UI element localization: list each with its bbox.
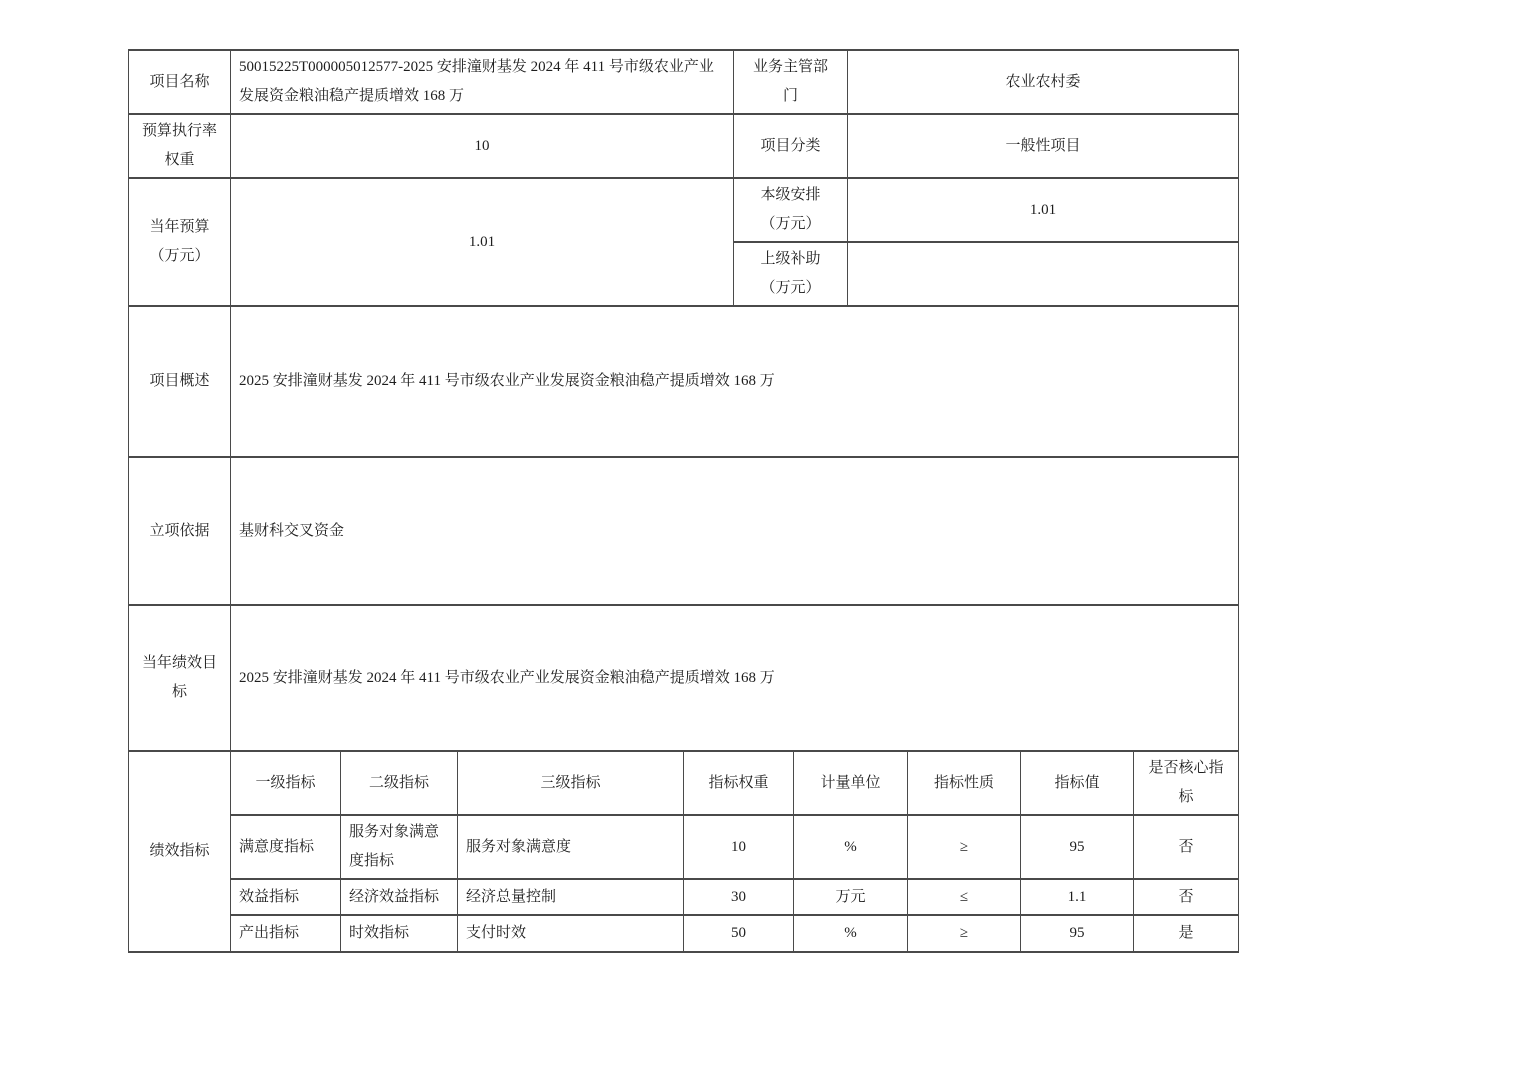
indicator-is-core: 否	[1134, 879, 1239, 915]
header-nature: 指标性质	[908, 751, 1021, 815]
indicator-is-core: 是	[1134, 915, 1239, 952]
year-goal-value: 2025 安排潼财基发 2024 年 411 号市级农业产业发展资金粮油稳产提质增效 168 万	[231, 605, 1239, 751]
indicator-row	[129, 815, 1239, 879]
table-row	[129, 114, 1239, 178]
indicator-level3: 支付时效	[458, 915, 684, 952]
table-row	[129, 306, 1239, 457]
indicator-is-core: 否	[1134, 815, 1239, 879]
indicator-nature: ≤	[908, 879, 1021, 915]
table-row	[129, 178, 1239, 242]
overview-label: 项目概述	[129, 306, 231, 457]
basis-label: 立项依据	[129, 457, 231, 605]
overview-value: 2025 安排潼财基发 2024 年 411 号市级农业产业发展资金粮油稳产提质增效 168 万	[231, 306, 1239, 457]
indicators-section-label: 绩效指标	[129, 751, 231, 952]
upper-subsidy-value	[848, 242, 1239, 306]
upper-subsidy-label: 上级补助（万元）	[734, 242, 848, 306]
indicator-value: 95	[1021, 815, 1134, 879]
year-goal-label: 当年绩效目标	[129, 605, 231, 751]
project-category-value: 一般性项目	[848, 114, 1239, 178]
indicator-weight: 10	[684, 815, 794, 879]
table-row	[129, 457, 1239, 605]
header-level2: 二级指标	[341, 751, 458, 815]
table-row	[129, 50, 1239, 114]
indicator-level2: 时效指标	[341, 915, 458, 952]
header-unit: 计量单位	[794, 751, 908, 815]
indicator-weight: 30	[684, 879, 794, 915]
table-row	[129, 605, 1239, 751]
header-value: 指标值	[1021, 751, 1134, 815]
indicator-value: 95	[1021, 915, 1134, 952]
year-budget-value: 1.01	[231, 178, 734, 306]
indicator-unit: %	[794, 815, 908, 879]
budget-exec-weight-label: 预算执行率权重	[129, 114, 231, 178]
indicator-level1: 效益指标	[231, 879, 341, 915]
indicator-weight: 50	[684, 915, 794, 952]
header-is-core: 是否核心指标	[1134, 751, 1239, 815]
year-budget-label: 当年预算（万元）	[129, 178, 231, 306]
indicator-level2: 服务对象满意度指标	[341, 815, 458, 879]
indicator-value: 1.1	[1021, 879, 1134, 915]
performance-indicators-table	[128, 750, 1239, 953]
indicator-nature: ≥	[908, 815, 1021, 879]
indicator-row	[129, 915, 1239, 952]
indicator-level1: 产出指标	[231, 915, 341, 952]
project-name-label: 项目名称	[129, 50, 231, 114]
indicators-header-row	[129, 751, 1239, 815]
document-page	[128, 49, 1238, 953]
indicator-level2: 经济效益指标	[341, 879, 458, 915]
local-arrange-label: 本级安排（万元）	[734, 178, 848, 242]
indicator-unit: 万元	[794, 879, 908, 915]
indicator-level3: 服务对象满意度	[458, 815, 684, 879]
indicator-row	[129, 879, 1239, 915]
indicator-level3: 经济总量控制	[458, 879, 684, 915]
indicator-level1: 满意度指标	[231, 815, 341, 879]
header-level3: 三级指标	[458, 751, 684, 815]
indicator-nature: ≥	[908, 915, 1021, 952]
project-category-label: 项目分类	[734, 114, 848, 178]
project-name-value: 50015225T000005012577-2025 安排潼财基发 2024 年 411 号市级农业产业发展资金粮油稳产提质增效 168 万	[231, 50, 734, 114]
project-info-table	[128, 49, 1239, 752]
dept-value: 农业农村委	[848, 50, 1239, 114]
dept-label: 业务主管部门	[734, 50, 848, 114]
indicator-unit: %	[794, 915, 908, 952]
local-arrange-value: 1.01	[848, 178, 1239, 242]
header-level1: 一级指标	[231, 751, 341, 815]
budget-exec-weight-value: 10	[231, 114, 734, 178]
header-weight: 指标权重	[684, 751, 794, 815]
basis-value: 基财科交叉资金	[231, 457, 1239, 605]
